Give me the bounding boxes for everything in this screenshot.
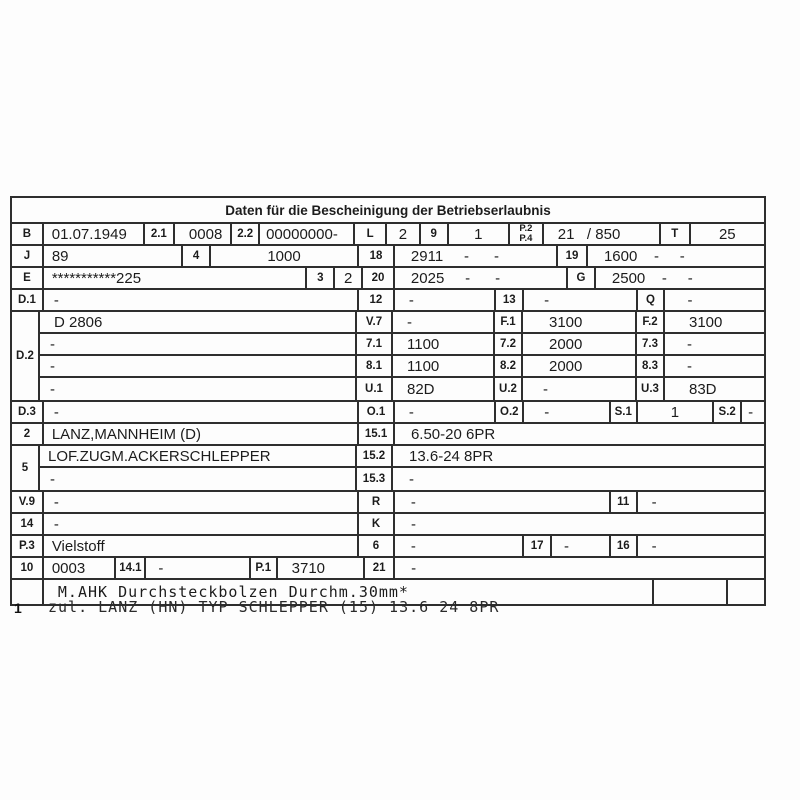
value-14: - xyxy=(44,514,359,534)
row-10 xyxy=(12,558,764,580)
value-12: - xyxy=(395,290,496,310)
value-p2-p4: 21 / 850 xyxy=(544,224,661,244)
row-d1 xyxy=(12,290,764,312)
value-l: 2 xyxy=(387,224,421,244)
label-12: 12 xyxy=(359,290,395,310)
value-t: 25 xyxy=(718,225,736,243)
label-p2: P.2 xyxy=(519,223,533,234)
value-7-3: - xyxy=(687,335,692,353)
label-7-1: 7.1 xyxy=(357,334,393,354)
value-d2-type: D 2806 xyxy=(40,312,357,332)
row-14-label: 14 xyxy=(12,514,44,534)
label-2-1: 2.1 xyxy=(145,224,175,244)
value-18: 2911 - - xyxy=(395,246,558,266)
clipped-row-label-mark: 1 xyxy=(14,600,22,616)
label-r: R xyxy=(359,492,395,512)
value-2-2: 00000000- xyxy=(260,224,355,244)
value-d1: - xyxy=(44,290,359,310)
note-text: M.AHK Durchsteckbolzen Durchm.30mm* xyxy=(44,580,654,604)
value-f2: 3100 xyxy=(689,313,723,331)
row-j-label: J xyxy=(12,246,44,266)
label-l: L xyxy=(355,224,387,244)
label-17: 17 xyxy=(524,536,552,556)
value-fuel: Vielstoff xyxy=(44,536,359,556)
label-20: 20 xyxy=(363,268,395,288)
value-k: - xyxy=(410,515,416,533)
value-d2-row3: - xyxy=(40,356,357,376)
value-v7: - xyxy=(393,312,495,332)
label-u3: U.3 xyxy=(637,378,665,400)
value-7-2: 2000 xyxy=(523,334,637,354)
label-p1: P.1 xyxy=(251,558,278,578)
label-g: G xyxy=(568,268,596,288)
row-2-label: 2 xyxy=(12,424,44,444)
label-7-3: 7.3 xyxy=(637,334,665,354)
value-r: - xyxy=(395,492,611,512)
value-13: - xyxy=(524,290,637,310)
label-u2: U.2 xyxy=(495,378,523,400)
label-q: Q xyxy=(638,290,666,310)
label-11: 11 xyxy=(611,492,638,512)
label-18: 18 xyxy=(359,246,395,266)
label-8-3: 8.3 xyxy=(637,356,665,376)
block-5 xyxy=(12,446,764,492)
row-p3 xyxy=(12,536,764,558)
value-j: 89 xyxy=(44,246,183,266)
row-d1-label: D.1 xyxy=(12,290,44,310)
label-o2: O.2 xyxy=(496,402,524,422)
row-d2-4 xyxy=(40,378,764,400)
block-d2 xyxy=(12,312,764,402)
value-5-row2: - xyxy=(40,468,357,490)
value-17: - xyxy=(552,536,611,556)
row-5-1 xyxy=(40,446,764,468)
row-e xyxy=(12,268,764,290)
label-f1: F.1 xyxy=(495,312,523,332)
value-3: 2 xyxy=(335,268,363,288)
row-v9 xyxy=(12,492,764,514)
label-9: 9 xyxy=(421,224,449,244)
label-k: K xyxy=(359,514,395,534)
label-4: 4 xyxy=(183,246,211,266)
label-15-1: 15.1 xyxy=(359,424,395,444)
value-e: ***********225 xyxy=(44,268,308,288)
clipped-bottom-line xyxy=(48,598,758,616)
value-s1: 1 xyxy=(638,402,715,422)
label-o1: O.1 xyxy=(359,402,395,422)
row-d3-label: D.3 xyxy=(12,402,44,422)
value-21: - xyxy=(411,559,417,577)
row-d2-1 xyxy=(40,312,764,334)
value-15-1: 6.50-20 6PR xyxy=(410,425,496,443)
value-s2: - xyxy=(748,403,754,421)
value-u2: - xyxy=(523,378,637,400)
value-20: 2025 - - xyxy=(395,268,568,288)
value-8-3: - xyxy=(687,357,692,375)
value-14-1: - xyxy=(146,558,250,578)
value-2-1: 0008 xyxy=(175,224,233,244)
label-p4: P.4 xyxy=(519,233,533,244)
value-16: - xyxy=(651,537,657,555)
row-2 xyxy=(12,424,764,446)
label-s1: S.1 xyxy=(611,402,638,422)
value-f1: 3100 xyxy=(523,312,637,332)
label-3: 3 xyxy=(307,268,335,288)
row-b-date: 01.07.1949 xyxy=(44,224,145,244)
label-u1: U.1 xyxy=(357,378,393,400)
value-8-2: 2000 xyxy=(523,356,637,376)
label-7-2: 7.2 xyxy=(495,334,523,354)
row-5-2 xyxy=(40,468,764,490)
label-15-3: 15.3 xyxy=(357,468,393,490)
label-s2: S.2 xyxy=(714,402,742,422)
label-8-1: 8.1 xyxy=(357,356,393,376)
label-14-1: 14.1 xyxy=(116,558,146,578)
row-p3-label: P.3 xyxy=(12,536,44,556)
value-q: - xyxy=(687,291,693,309)
value-manufacturer: LANZ,MANNHEIM (D) xyxy=(44,424,359,444)
table-title: Daten für die Bescheinigung der Betriebserlaubnis xyxy=(12,198,764,224)
row-d2-3 xyxy=(40,356,764,378)
value-g: 2500 - - xyxy=(611,269,693,287)
value-o2: - xyxy=(524,402,611,422)
row-5-label: 5 xyxy=(12,446,40,490)
label-19: 19 xyxy=(558,246,588,266)
label-13: 13 xyxy=(496,290,524,310)
value-9: 1 xyxy=(449,224,510,244)
value-15-2: 13.6-24 8PR xyxy=(409,447,494,465)
label-2-2: 2.2 xyxy=(232,224,260,244)
row-d3 xyxy=(12,402,764,424)
value-19: 1600 - - xyxy=(603,247,685,265)
row-e-label: E xyxy=(12,268,44,288)
label-p2-p4 xyxy=(510,224,544,244)
row-b-label: B xyxy=(12,224,44,244)
label-8-2: 8.2 xyxy=(495,356,523,376)
label-f2: F.2 xyxy=(637,312,665,332)
label-15-2: 15.2 xyxy=(357,446,393,466)
row-d2-2 xyxy=(40,334,764,356)
label-6: 6 xyxy=(359,536,395,556)
value-v9: - xyxy=(44,492,359,512)
row-j xyxy=(12,246,764,268)
value-d3: - xyxy=(44,402,359,422)
row-14 xyxy=(12,514,764,536)
value-10: 0003 xyxy=(44,558,117,578)
row-10-label: 10 xyxy=(12,558,44,578)
value-o1: - xyxy=(395,402,497,422)
value-d2-row4: - xyxy=(40,378,357,400)
value-7-1: 1100 xyxy=(393,334,495,354)
label-t: T xyxy=(661,224,691,244)
label-21: 21 xyxy=(365,558,395,578)
row-b xyxy=(12,224,764,246)
clipped-bottom-text: zul. LANZ (HN) TYP SCHLEPPER (15) 13.6 24 8PR xyxy=(48,598,500,616)
value-vehicle-type: LOF.ZUGM.ACKERSCHLEPPER xyxy=(40,446,357,466)
label-16: 16 xyxy=(611,536,638,556)
value-u1: 82D xyxy=(393,378,495,400)
value-d2-row2: - xyxy=(40,334,357,354)
value-4: 1000 xyxy=(211,246,359,266)
value-p1: 3710 xyxy=(278,558,366,578)
row-v9-label: V.9 xyxy=(12,492,44,512)
value-15-3: - xyxy=(409,470,414,488)
value-11: - xyxy=(651,493,657,511)
value-6: - xyxy=(395,536,524,556)
value-8-1: 1100 xyxy=(393,356,495,376)
value-u3: 83D xyxy=(689,380,717,398)
label-v7: V.7 xyxy=(357,312,393,332)
row-d2-label: D.2 xyxy=(12,312,40,400)
